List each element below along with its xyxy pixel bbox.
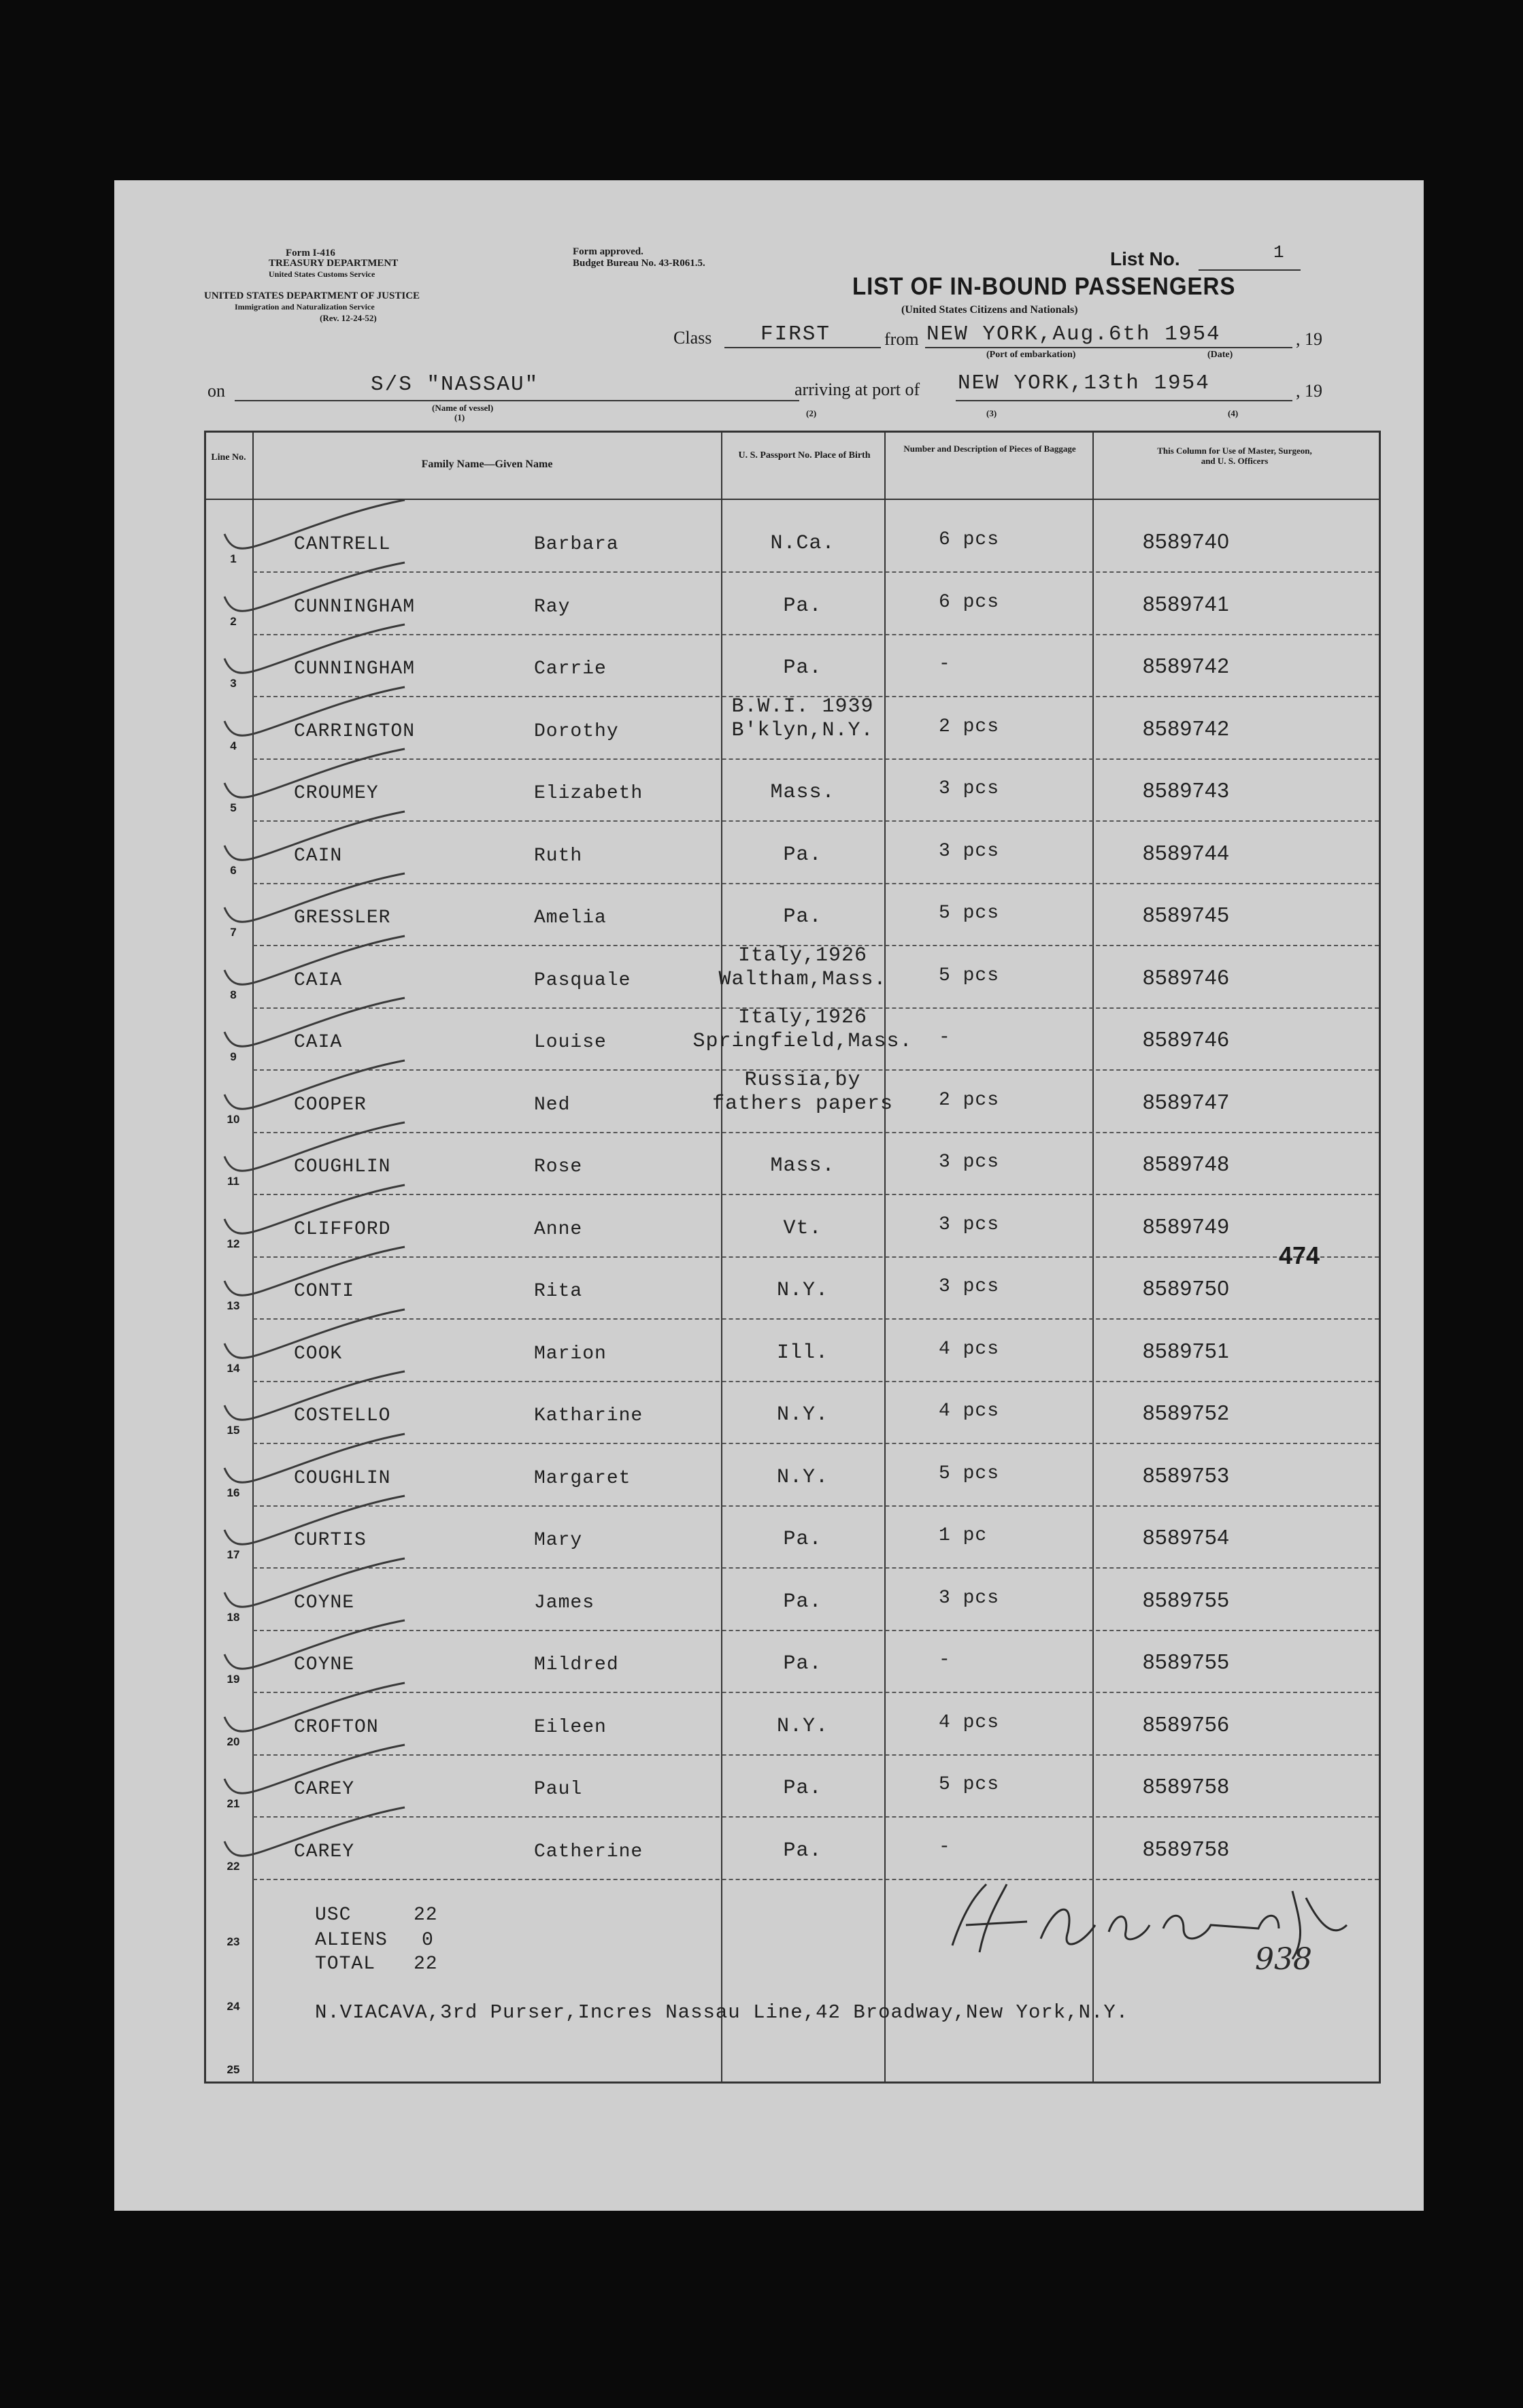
place-of-birth: Pa. [783,1590,822,1613]
birth-year-line: Italy,1926 [737,944,868,967]
birth-year-line: Italy,1926 [737,1006,868,1029]
baggage: 1 pc [939,1525,988,1546]
given-name: Mary [534,1530,583,1551]
place-of-birth: N.Y. [776,1715,829,1738]
family-name: CAIA [294,1032,343,1053]
given-name: Pasquale [534,970,631,991]
table-left-border [204,431,206,2084]
side-note: 474 [1279,1241,1320,1269]
list-no-value: 1 [1273,242,1285,263]
baggage: 5 pcs [939,1774,1000,1795]
place-of-birth: B'klyn,N.Y. [731,719,874,742]
col-num-4: (4) [1228,408,1239,418]
family-name: COSTELLO [294,1405,391,1426]
col-num-2: (2) [806,408,817,418]
baggage: 5 pcs [939,965,1000,986]
line-number: 7 [230,926,237,939]
place-of-birth: Waltham,Mass. [718,968,887,991]
total-value: 22 [414,1954,438,1975]
list-no-rule [1199,269,1301,271]
family-name: CONTI [294,1281,355,1302]
officer-number: 8589755 [1143,1588,1230,1611]
row-rule [253,1381,1379,1382]
line-number: 8 [230,988,237,1001]
birth-year-line: Russia,by [744,1069,861,1092]
line-number: 11 [227,1175,239,1188]
table-bottom-border [204,2081,1381,2084]
family-name: CAREY [294,1841,355,1862]
place-of-birth: Mass. [770,781,835,804]
baggage: 3 pcs [939,778,1000,799]
row-rule [253,634,1379,635]
line-number: 5 [230,801,237,814]
family-name: CLIFFORD [294,1219,391,1240]
line-number: 24 [227,2000,240,2013]
row-rule [253,883,1379,884]
family-name: CUNNINGHAM [294,658,416,680]
baggage: - [939,1650,951,1671]
given-name: Marion [534,1343,607,1365]
place-of-birth: N.Y. [776,1279,829,1302]
line-number: 25 [227,2063,240,2076]
line-number: 9 [230,1050,237,1063]
header-line-no: Line No. [211,452,246,463]
page-title: LIST OF IN-BOUND PASSENGERS [852,272,1236,300]
family-name: CAIN [294,846,343,867]
given-name: Paul [534,1779,583,1800]
family-name: CROUMEY [294,783,379,804]
vessel-caption-num: (1) [454,412,465,422]
from-label: from [884,329,919,349]
line-number: 2 [230,615,237,628]
family-name: COOPER [294,1094,367,1116]
service2-name: Immigration and Naturalization Service [235,302,375,312]
place-of-birth: Ill. [776,1341,829,1365]
from-value: NEW YORK,Aug.6th 1954 [926,322,1221,346]
place-of-birth: Pa. [783,905,822,929]
row-rule [253,571,1379,573]
place-of-birth: Pa. [783,595,822,618]
line-number: 10 [227,1113,240,1126]
place-of-birth: Springfield,Mass. [692,1030,913,1053]
baggage: 2 pcs [939,716,1000,737]
line-number: 23 [227,1935,240,1948]
line-number: 19 [227,1673,240,1686]
place-of-birth: Mass. [770,1154,835,1177]
header-name: Family Name—Given Name [421,458,553,470]
family-name: CAIA [294,970,343,991]
given-name: Ray [534,597,571,618]
given-name: Ruth [534,846,583,867]
place-of-birth: N.Y. [776,1403,829,1426]
officer-number: 8589747 [1143,1090,1230,1114]
family-name: COUGHLIN [294,1156,391,1177]
from-rule [925,347,1292,348]
officer-number: 8589741 [1143,592,1230,616]
row-rule [253,1754,1379,1756]
place-of-birth: Pa. [783,843,822,867]
page-subtitle: (United States Citizens and Nationals) [901,304,1078,316]
vessel-caption: (Name of vessel) [432,403,494,413]
officer-number: 8589742 [1143,716,1230,740]
officer-signature [939,1864,1415,1986]
family-name: CUNNINGHAM [294,597,416,618]
given-name: Rita [534,1281,583,1302]
officer-number: 8589758 [1143,1837,1230,1860]
revision: (Rev. 12-24-52) [320,313,377,323]
given-name: Carrie [534,658,607,680]
budget-bureau: Budget Bureau No. 43-R061.5. [573,258,705,269]
baggage: - [939,1837,951,1858]
line-number: 12 [227,1237,240,1250]
officer-number: 8589751 [1143,1339,1230,1362]
family-name: CANTRELL [294,534,391,555]
baggage: 4 pcs [939,1339,1000,1360]
row-rule [253,1132,1379,1133]
row-rule [253,1630,1379,1631]
table-right-border [1379,431,1381,2084]
family-name: CARRINGTON [294,721,416,742]
usc-label: USC [315,1905,352,1926]
baggage: 4 pcs [939,1401,1000,1422]
officer-number: 8589758 [1143,1774,1230,1798]
given-name: Anne [534,1219,583,1240]
place-of-birth: Vt. [783,1217,822,1240]
officer-number: 8589753 [1143,1463,1230,1487]
header-baggage: Number and Description of Pieces of Baggage [903,444,1076,454]
family-name: CROFTON [294,1717,379,1738]
baggage: 3 pcs [939,1276,1000,1297]
arriving-label: arriving at port of [794,380,920,399]
place-of-birth: Pa. [783,656,822,680]
officer-number: 8589746 [1143,965,1230,989]
place-of-birth: Pa. [783,1839,822,1862]
aliens-value: 0 [422,1930,434,1951]
baggage: - [939,1027,951,1048]
given-name: Elizabeth [534,783,643,804]
given-name: Ned [534,1094,571,1116]
vessel-name: S/S "NASSAU" [371,373,539,397]
header-passport: U. S. Passport No. Place of Birth [738,450,871,461]
row-rule [253,1318,1379,1320]
department-name: TREASURY DEPARTMENT [269,258,399,269]
officer-number: 8589745 [1143,903,1230,926]
baggage: 3 pcs [939,1152,1000,1173]
table-top-border [204,431,1381,433]
officer-number: 8589756 [1143,1712,1230,1736]
class-label: Class [673,328,712,348]
line-number: 17 [227,1548,240,1561]
given-name: Mildred [534,1654,619,1675]
given-name: James [534,1592,595,1613]
baggage: 5 pcs [939,903,1000,924]
row-rule [253,1567,1379,1569]
arriving-value: NEW YORK,13th 1954 [958,371,1210,395]
family-name: GRESSLER [294,907,391,929]
birth-year-line: B.W.I. 1939 [731,695,874,718]
line-number: 22 [227,1860,240,1873]
list-no-label: List No. [1110,248,1180,269]
line-number: 14 [227,1362,240,1375]
place-of-birth: fathers papers [712,1092,894,1116]
row-rule [253,1256,1379,1258]
header-officers: This Column for Use of Master, Surgeon, and U. S. Officers [1157,446,1312,466]
form-approved: Form approved. [573,246,643,257]
officer-number: 8589755 [1143,1650,1230,1673]
family-name: COUGHLIN [294,1468,391,1489]
officer-number: 8589746 [1143,1027,1230,1051]
arriving-rule [956,400,1292,401]
year-suffix-2: , 19 [1296,381,1322,401]
baggage: 3 pcs [939,841,1000,862]
officer-number: 8589740 [1143,529,1230,553]
given-name: Eileen [534,1717,607,1738]
officer-number: 8589744 [1143,841,1230,865]
given-name: Catherine [534,1841,643,1862]
row-rule [253,1505,1379,1507]
baggage: 5 pcs [939,1463,1000,1484]
family-name: CURTIS [294,1530,367,1551]
officer-number: 8589754 [1143,1525,1230,1549]
year-suffix-1: , 19 [1296,329,1322,349]
place-of-birth: Pa. [783,1528,822,1551]
usc-value: 22 [414,1905,438,1926]
baggage: 3 pcs [939,1214,1000,1235]
class-value: FIRST [760,322,831,346]
row-rule [253,1692,1379,1693]
row-rule [253,1194,1379,1195]
place-of-birth: Pa. [783,1777,822,1800]
row-rule [253,820,1379,822]
line-number: 4 [230,739,237,752]
officer-number: 8589752 [1143,1401,1230,1424]
officer-number: 8589749 [1143,1214,1230,1238]
family-name: COYNE [294,1654,355,1675]
given-name: Louise [534,1032,607,1053]
family-name: CAREY [294,1779,355,1800]
baggage: 3 pcs [939,1588,1000,1609]
officer-number: 8589750 [1143,1276,1230,1300]
class-rule [724,347,881,348]
place-of-birth: Pa. [783,1652,822,1675]
line-number: 16 [227,1486,240,1499]
given-name: Margaret [534,1468,631,1489]
family-name: COOK [294,1343,343,1365]
family-name: COYNE [294,1592,355,1613]
purser-line: N.VIACAVA,3rd Purser,Incres Nassau Line,42 Broadway,New York,N.Y. [315,2001,1129,2024]
line-number: 21 [227,1797,240,1810]
given-name: Katharine [534,1405,643,1426]
officer-number: 8589742 [1143,654,1230,678]
vessel-rule [235,400,799,401]
given-name: Barbara [534,534,619,555]
date-caption: (Date) [1207,350,1233,360]
line-number: 3 [230,677,237,690]
on-label: on [207,381,225,401]
port-embark-caption: (Port of embarkation) [986,350,1076,360]
baggage: 2 pcs [939,1090,1000,1111]
line-number: 13 [227,1299,240,1312]
given-name: Dorothy [534,721,619,742]
line-number: 6 [230,864,237,877]
form-number: Form I-416 [286,248,335,258]
handwritten-count: 938 [1255,1942,1312,1977]
col-num-3: (3) [986,408,997,418]
total-label: TOTAL [315,1954,376,1975]
place-of-birth: N.Ca. [770,532,835,555]
baggage: - [939,654,951,675]
place-of-birth: N.Y. [776,1466,829,1489]
officer-number: 8589743 [1143,778,1230,802]
department2-name: UNITED STATES DEPARTMENT OF JUSTICE [204,290,420,301]
baggage: 6 pcs [939,592,1000,613]
given-name: Amelia [534,907,607,929]
service-name: United States Customs Service [269,269,375,279]
given-name: Rose [534,1156,583,1177]
line-number: 20 [227,1735,240,1748]
baggage: 6 pcs [939,529,1000,550]
line-number: 15 [227,1424,240,1437]
row-rule [253,758,1379,760]
baggage: 4 pcs [939,1712,1000,1733]
row-rule [253,1443,1379,1444]
aliens-label: ALIENS [315,1930,388,1951]
line-number: 1 [230,552,237,565]
line-number: 18 [227,1611,240,1624]
row-rule [253,1816,1379,1818]
officer-number: 8589748 [1143,1152,1230,1175]
